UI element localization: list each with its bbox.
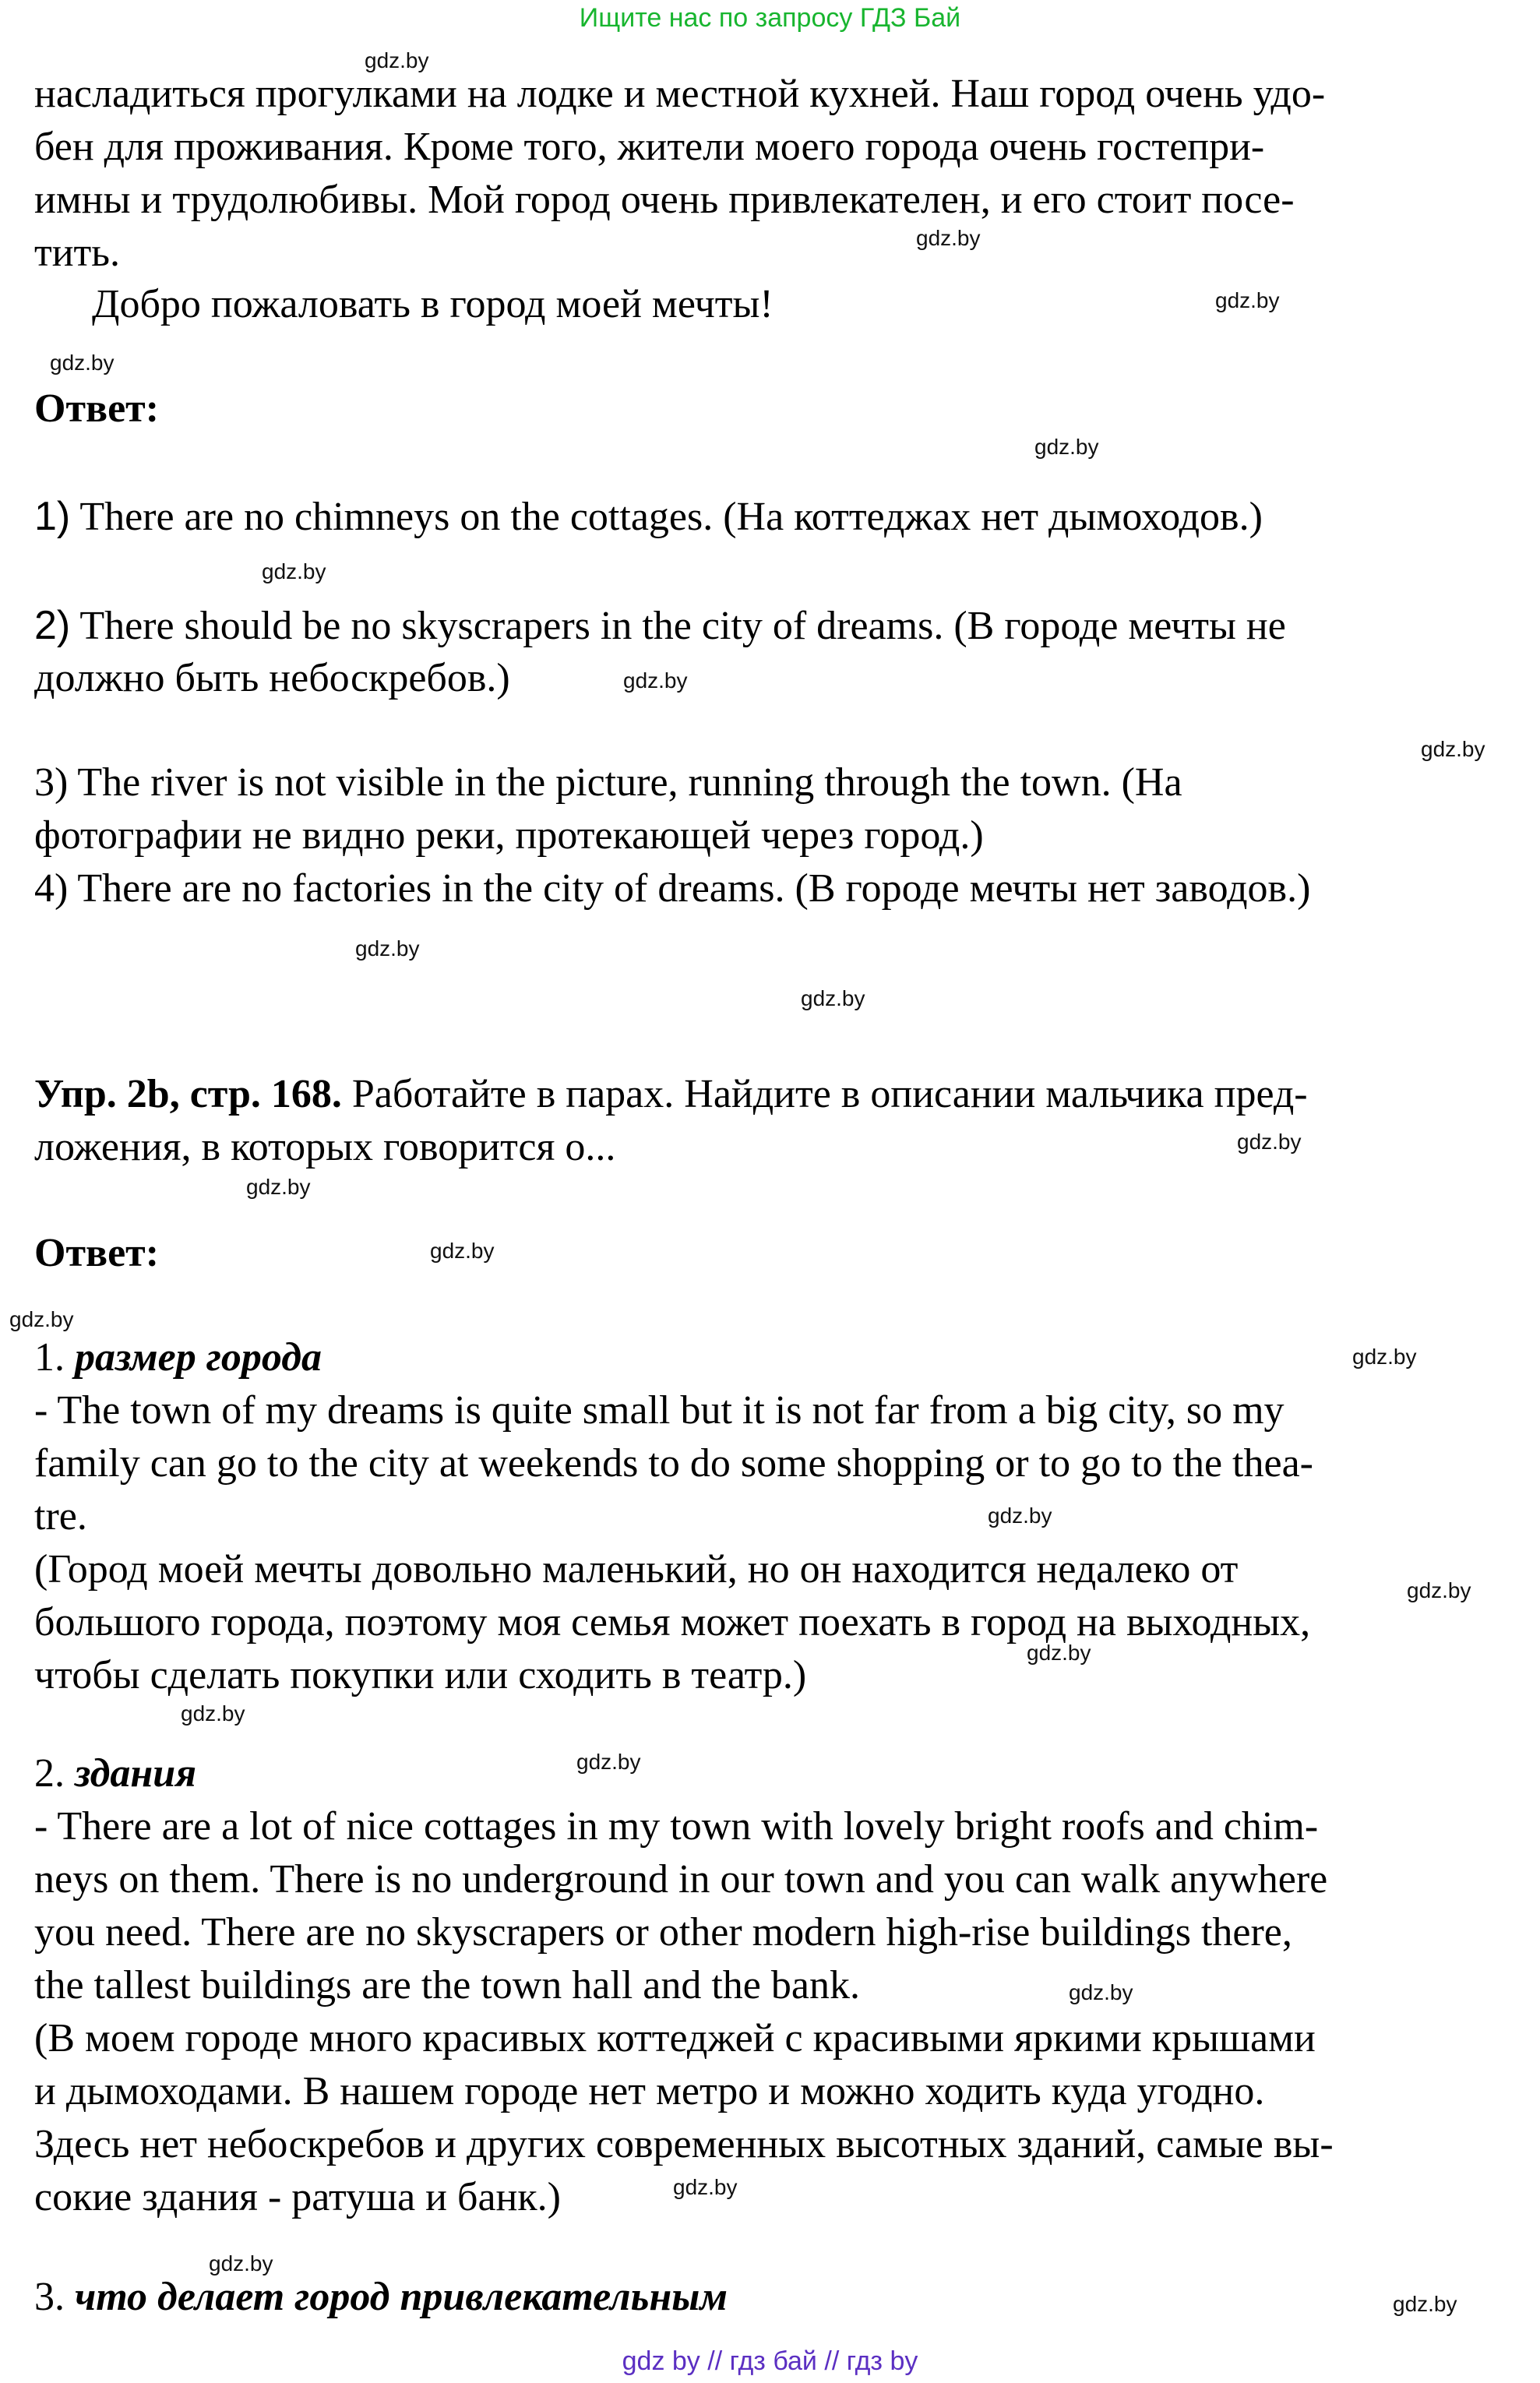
section-2-en-3: you need. There are no skyscrapers or other modern high-rise buildings there,: [34, 1910, 1292, 1955]
watermark: gdz.by: [1034, 435, 1099, 459]
section-1-ru-2: большого города, поэтому моя семья может поехать в город на выходных,: [34, 1600, 1311, 1644]
footer-links[interactable]: gdz by // гдз бай // гдз by: [622, 2346, 918, 2376]
section-title: размер города: [75, 1335, 322, 1380]
section-2-ru-2: и дымоходами. В нашем городе нет метро и можно ходить куда угодно.: [34, 2069, 1265, 2113]
item-text: There are no factories in the city of dreams. (В городе мечты нет заводов.): [77, 866, 1311, 911]
section-1-ru-1: (Город моей мечты довольно маленький, но он находится недалеко от: [34, 1547, 1239, 1592]
intro-line-4: тить.: [34, 231, 120, 275]
watermark: gdz.by: [673, 2175, 738, 2199]
watermark: gdz.by: [916, 226, 981, 250]
answer-item-3: [34, 757, 1182, 809]
section-1-ru-3: чтобы сделать покупки или сходить в театр.): [34, 1653, 807, 1697]
answer-item-4: [34, 863, 1310, 915]
watermark: gdz.by: [576, 1750, 641, 1774]
answer-label: Ответ:: [34, 1231, 160, 1275]
section-2-en-2: neys on them. There is no underground in our town and you can walk anywhere: [34, 1857, 1328, 1902]
exercise-title: Упр. 2b, стр. 168.: [34, 1072, 342, 1116]
section-1-en-2: family can go to the city at weekends to do some shopping or to go to the thea-: [34, 1441, 1313, 1486]
watermark: gdz.by: [1421, 737, 1485, 761]
item-number: 1): [34, 494, 71, 539]
item-number: 4): [34, 866, 69, 911]
item-text: There should be no skyscrapers in the city of dreams. (В городе мечты не: [79, 604, 1286, 648]
section-2-en-1: - There are a lot of nice cottages in my town with lovely bright roofs and chim-: [34, 1804, 1319, 1849]
watermark: gdz.by: [430, 1239, 495, 1263]
answer-item-2-cont: должно быть небоскребов.): [34, 656, 510, 700]
intro-line-3: имны и трудолюбивы. Мой город очень привлекателен, и его стоит посе-: [34, 178, 1295, 222]
answer-item-3-cont: фотографии не видно реки, протекающей через город.): [34, 813, 984, 858]
watermark: gdz.by: [9, 1307, 74, 1331]
intro-welcome: Добро пожаловать в город моей мечты!: [92, 282, 774, 326]
watermark: gdz.by: [801, 986, 865, 1010]
watermark: gdz.by: [988, 1503, 1052, 1528]
answer-item-2: [34, 600, 1286, 652]
section-2-ru-4: сокие здания - ратуша и банк.): [34, 2175, 561, 2219]
exercise-task-cont: ложения, в которых говорится о...: [34, 1125, 616, 1169]
section-number: 2.: [34, 1751, 65, 1796]
watermark: gdz.by: [50, 351, 115, 375]
exercise-heading: [34, 1069, 1308, 1120]
answer-item-1: [34, 491, 1263, 543]
section-2-ru-1: (В моем городе много красивых коттеджей с красивыми яркими крышами: [34, 2016, 1316, 2060]
top-banner[interactable]: Ищите нас по запросу ГДЗ Бай: [579, 3, 961, 33]
watermark: gdz.by: [1407, 1578, 1471, 1602]
exercise-task: Работайте в парах. Найдите в описании мальчика пред-: [351, 1072, 1308, 1116]
section-1-en-1: - The town of my dreams is quite small but it is not far from a big city, so my: [34, 1388, 1285, 1433]
section-number: 1.: [34, 1335, 65, 1380]
item-number: 3): [34, 760, 69, 805]
watermark: gdz.by: [181, 1701, 245, 1726]
watermark: gdz.by: [355, 936, 420, 961]
watermark: gdz.by: [209, 2251, 273, 2275]
section-heading-buildings: [34, 1748, 196, 1800]
section-2-ru-3: Здесь нет небоскребов и других современных высотных зданий, самые вы-: [34, 2122, 1334, 2166]
item-text: The river is not visible in the picture, running through the town. (На: [77, 760, 1182, 805]
answer-label: Ответ:: [34, 386, 160, 431]
section-heading-size: [34, 1332, 322, 1384]
intro-line-1: насладиться прогулками на лодке и местной кухней. Наш город очень удо-: [34, 72, 1326, 116]
watermark: gdz.by: [623, 668, 688, 693]
watermark: gdz.by: [246, 1175, 311, 1199]
section-title: что делает город привлекательным: [75, 2275, 728, 2319]
watermark: gdz.by: [1393, 2292, 1457, 2316]
watermark: gdz.by: [1237, 1130, 1302, 1154]
watermark: gdz.by: [1069, 1980, 1133, 2004]
item-number: 2): [34, 603, 71, 648]
watermark: gdz.by: [365, 48, 429, 72]
intro-line-2: бен для проживания. Кроме того, жители моего города очень гостепри-: [34, 125, 1265, 169]
section-1-en-3: tre.: [34, 1494, 87, 1539]
watermark: gdz.by: [1215, 288, 1280, 312]
section-heading-attractive: [34, 2272, 728, 2323]
section-title: здания: [75, 1751, 196, 1796]
section-2-en-4: the tallest buildings are the town hall and the bank.: [34, 1963, 860, 2008]
section-number: 3.: [34, 2275, 65, 2319]
watermark: gdz.by: [1352, 1345, 1417, 1369]
watermark: gdz.by: [262, 559, 326, 583]
item-text: There are no chimneys on the cottages. (На коттеджах нет дымоходов.): [79, 495, 1263, 539]
watermark: gdz.by: [1027, 1641, 1091, 1665]
